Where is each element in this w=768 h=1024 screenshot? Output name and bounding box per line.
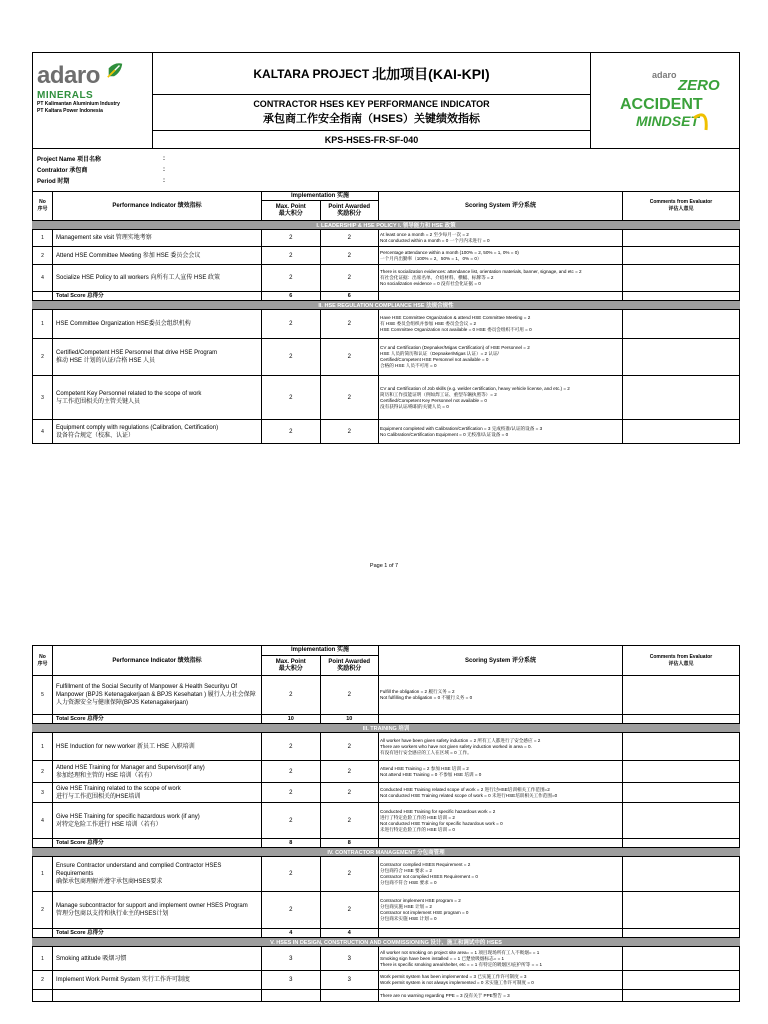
point-awarded-field[interactable]: [320, 990, 379, 1002]
cell-line: 设备符合规定（校准、认证）: [56, 432, 135, 439]
header-comments: [623, 646, 740, 676]
table-row: [33, 230, 740, 247]
performance-indicator: [53, 676, 262, 715]
point-awarded-field[interactable]: 3: [320, 971, 379, 990]
performance-indicator: [53, 247, 262, 265]
total-scoring: [379, 839, 623, 848]
header-awarded-cn: 奖励积分: [337, 210, 362, 217]
performance-indicator: [53, 420, 262, 444]
cell-line: Attend HSE Training = 2 参加 HSE 培训 = 2: [380, 765, 469, 771]
cell-line: 未进行特定危险工作的 HSE 培训 = 0: [380, 826, 455, 832]
cell-line: 与工作范围相关的主管关键人员: [56, 398, 141, 405]
title-block: [153, 53, 591, 148]
performance-indicator: [53, 761, 262, 783]
header-point-awarded: [320, 656, 379, 676]
project-title: [153, 53, 590, 95]
performance-indicator: [53, 783, 262, 803]
max-point: 2: [262, 857, 321, 892]
max-point: 2: [262, 376, 321, 420]
scoring-system: [379, 265, 623, 292]
header-no-en: No: [39, 199, 46, 205]
cell-line: Fulfill the obligation = 2 履行义务 = 2: [380, 689, 455, 694]
cell-line: Give HSE Training for specific hazardous work (if any): [56, 813, 200, 820]
cell-line: Certified/Competent HSE Personnel that drive HSE Program: [56, 350, 218, 356]
total-max: 4: [262, 929, 321, 938]
total-label: Total Score 总得分: [53, 292, 262, 301]
evaluator-comment-field[interactable]: [623, 376, 740, 420]
scoring-system: [379, 761, 623, 783]
cell-line: Contractor not implement HSE program = 0: [380, 910, 469, 915]
zero-accident-logo: [616, 68, 720, 134]
info-label: Contraktor 承包商: [37, 168, 88, 174]
table-row: [33, 947, 740, 971]
cell-line: HSE Committee Organization not available = 0 HSE 委员会组织不可用 = 0: [380, 327, 532, 332]
cell-line: There is socialization evidences: attendance list, orientation materials, banner, signage, and etc = 2: [380, 269, 582, 274]
header-max-cn: 最大积分: [278, 665, 303, 672]
total-awarded: 8: [320, 839, 379, 848]
cell-line: 进行与工作范围相关的HSE培训: [56, 793, 141, 800]
company-name-1: PT Kalimantan Aluminium Industry: [37, 101, 120, 107]
scoring-system: [379, 310, 623, 339]
kpi-table-page-2: [32, 645, 740, 1002]
performance-indicator: [53, 892, 262, 929]
point-awarded-field[interactable]: 2: [320, 339, 379, 376]
header-implementation: Implementation 实施: [262, 646, 379, 656]
header-no-cn: 序号: [37, 660, 48, 667]
evaluator-comment-field[interactable]: [623, 971, 740, 990]
cell-line: Certified/Competent Key Personnel not available = 0: [380, 397, 487, 403]
point-awarded-field[interactable]: 2: [320, 265, 379, 292]
evaluator-comment-field[interactable]: [623, 420, 740, 444]
point-awarded-field[interactable]: 2: [320, 803, 379, 839]
cell-line: Conducted HSE Training for specific hazardous work = 2: [380, 808, 496, 814]
cell-line: 有社会化证据：出席名单、介绍材料、横幅、标牌等 = 2: [380, 275, 494, 280]
max-point: 2: [262, 230, 321, 247]
total-comment: [623, 292, 740, 301]
scoring-system: [379, 376, 623, 420]
performance-indicator: [53, 947, 262, 971]
info-value-field[interactable]: :: [163, 177, 165, 184]
row-number: 1: [33, 947, 53, 971]
header-max-point: [262, 656, 321, 676]
document-page-2: [32, 645, 740, 1024]
header-max-cn: 最大积分: [278, 210, 303, 217]
document-page-1: [32, 52, 740, 474]
row-number: 4: [33, 265, 53, 292]
table-row: [33, 857, 740, 892]
total-scoring: [379, 715, 623, 724]
header-max-en: Max. Point: [275, 658, 306, 665]
cell-line: 合格的 HSE 人员不可用 = 0: [380, 363, 437, 368]
section-title: V. HSES IN DESIGN, CONSTRUCTION AND COMMISSIONING 设计、施工和调试中的 HSES: [33, 938, 740, 947]
cell-line: 分包商实施 HSE 计划 = 2: [380, 904, 432, 909]
cell-line: 有没有进行安全感应的工人在区域 = 0 工作。: [380, 749, 472, 755]
total-label: Total Score 总得分: [53, 715, 262, 724]
performance-indicator: [53, 265, 262, 292]
cell-line: Smoking attitude 吸烟习惯: [56, 955, 127, 962]
total-max: 10: [262, 715, 321, 724]
adaro-minerals-logo: [33, 53, 153, 148]
company-name-2: PT Kaltara Power Indonesia: [37, 108, 103, 114]
evaluator-comment-field[interactable]: [623, 339, 740, 376]
cell-line: Percentage attendance within a month (100% = 2, 50% = 1, 0% = 0): [380, 249, 519, 255]
row-number: 4: [33, 803, 53, 839]
cell-line: Ensure Contractor understand and complied Contractor HSES Requirements: [56, 863, 222, 877]
table-row: [33, 990, 740, 1002]
document-code: KPS-HSES-FR-SF-040: [324, 134, 419, 145]
max-point: 2: [262, 803, 321, 839]
logo-wordmark: adaro: [37, 62, 100, 89]
header-max-en: Max. Point: [275, 203, 306, 210]
cell-line: Contractor not complied HSES Requirement = 0: [380, 874, 478, 879]
max-point: 2: [262, 733, 321, 761]
point-awarded-field[interactable]: 2: [320, 676, 379, 715]
total-label: Total Score 总得分: [53, 929, 262, 938]
total-label: Total Score 总得分: [53, 839, 262, 848]
header-max-point: [262, 201, 321, 221]
max-point: 2: [262, 676, 321, 715]
table-row: [33, 971, 740, 990]
section-title: I. LEADERSHIP & HSE POLICY I. 领导能力和 HSE 政策: [33, 221, 740, 230]
scoring-system: [379, 947, 623, 971]
total-no: [33, 715, 53, 724]
total-comment: [623, 715, 740, 724]
cell-line: HSE Committee Organization HSE委员会组织机构: [56, 321, 191, 327]
cell-line: 没有获得认证/称职的关键人员 = 0: [380, 403, 449, 409]
subtitle-en: CONTRACTOR HSES KEY PERFORMANCE INDICATOR: [253, 99, 490, 109]
row-number: 1: [33, 310, 53, 339]
point-awarded-field[interactable]: 2: [320, 783, 379, 803]
total-awarded: 10: [320, 715, 379, 724]
scoring-system: [379, 990, 623, 1002]
cell-line: Certified/Competent HSE Personnel not available = 0: [380, 357, 489, 362]
badge-adaro-text: adaro: [652, 69, 677, 80]
cell-line: Not conducted HSE Training related scope of work = 0 未进行HSE培训相关工作范围=0: [380, 792, 558, 798]
performance-indicator: [53, 971, 262, 990]
point-awarded-field[interactable]: 2: [320, 420, 379, 444]
scoring-system: [379, 783, 623, 803]
project-title-en: KALTARA PROJECT: [253, 66, 370, 81]
cell-line: Equipment comply with regulations (Calibration, Certification): [56, 424, 219, 431]
row-number: 5: [33, 676, 53, 715]
evaluator-comment-field[interactable]: [623, 990, 740, 1002]
header-indicator: Performance Indicator 绩效指标: [53, 646, 262, 676]
header-comments: [623, 192, 740, 221]
cell-line: At least once a month = 2 至少每月一次 = 2: [380, 232, 469, 237]
point-awarded-field[interactable]: 2: [320, 310, 379, 339]
performance-indicator: [53, 230, 262, 247]
scoring-system: [379, 676, 623, 715]
table-row: [33, 376, 740, 420]
cell-line: Implement Work Permit System 实行工作许可制度: [56, 977, 190, 983]
point-awarded-field[interactable]: 2: [320, 892, 379, 929]
total-max: 6: [262, 292, 321, 301]
cell-line: Not conducted HSE Training for specific hazardous work = 0: [380, 820, 503, 826]
subtitle-cn: 承包商工作安全指南（HSES）关键绩效指标: [263, 113, 480, 125]
kpi-table-page-1: [32, 191, 740, 444]
cell-line: 进行了特定危险工作的 HSE 培训 = 2: [380, 814, 455, 820]
header-awarded-cn: 奖励积分: [337, 665, 362, 672]
info-row: [37, 175, 735, 186]
row-number: 2: [33, 761, 53, 783]
evaluator-comment-field[interactable]: [623, 230, 740, 247]
point-awarded-field[interactable]: 2: [320, 376, 379, 420]
performance-indicator: [53, 857, 262, 892]
scoring-system: [379, 247, 623, 265]
header-comments-en: Comments from Evaluator: [649, 199, 713, 205]
evaluator-comment-field[interactable]: [623, 947, 740, 971]
info-row: [37, 164, 735, 175]
header-comments-en: Comments from Evaluator: [649, 653, 713, 660]
table-row: [33, 265, 740, 292]
info-label: Period 时期: [37, 179, 70, 185]
total-score-row: [33, 292, 740, 301]
max-point: 2: [262, 339, 321, 376]
header-scoring: Scoring System 评分系统: [379, 646, 623, 676]
scoring-system: [379, 339, 623, 376]
zero-accident-mindset-badge: [591, 53, 739, 148]
table-header-row: [33, 192, 740, 201]
cell-line: There is specific smoking area/shelter, etc = = 1 有特定的吸烟区/庇护所等 = = 1: [380, 961, 543, 967]
cell-line: Give HSE Training related to the scope of work: [56, 785, 181, 792]
header-point-awarded: [320, 201, 379, 221]
max-point: 3: [262, 971, 321, 990]
header-indicator: Performance Indicator 绩效指标: [53, 192, 262, 221]
project-title-cn: 北加项目(KAI-KPI): [372, 65, 490, 82]
cell-line: Fulfillment of the Social Security of Manpower & Health Securityu Of Manpower (BPJS Ketenagakerjaan & BPJS Kesehatan ) 履行人力社会保障: [56, 684, 256, 698]
table-row: [33, 733, 740, 761]
cell-line: 分包商不符合 HSE 要求 = 0: [380, 880, 437, 885]
section-title: IV. CONTRACTOR MANAGEMENT 分包商管理: [33, 848, 740, 857]
cell-line: Work permit system is not always implemented = 0 未实施工作许可制度 = 0: [380, 980, 534, 985]
cell-line: 对特定危险工作进行 HSE 培训（若有）: [56, 821, 162, 828]
badge-accident-text: ACCIDENT: [620, 95, 703, 113]
total-max: 8: [262, 839, 321, 848]
max-point: 2: [262, 265, 321, 292]
evaluator-comment-field[interactable]: [623, 733, 740, 761]
leaf-icon: [106, 61, 124, 79]
cell-line: HSE 人员的简历和认证（Depnaker/Migas 认证）= 2 认证/: [380, 351, 499, 356]
evaluator-comment-field[interactable]: [623, 857, 740, 892]
max-point: 2: [262, 420, 321, 444]
cell-line: Manage subcontractor for support and implement owner HSES Program: [56, 903, 248, 909]
total-no: [33, 292, 53, 301]
project-info: [32, 149, 740, 191]
header-implementation: Implementation 实施: [262, 192, 379, 201]
point-awarded-field[interactable]: 2: [320, 857, 379, 892]
row-number: 1: [33, 230, 53, 247]
point-awarded-field[interactable]: 2: [320, 733, 379, 761]
total-no: [33, 839, 53, 848]
max-point: 2: [262, 761, 321, 783]
section-header-row: [33, 938, 740, 947]
cell-line: 管理分包商以支持和执行业主的HSES计划: [56, 911, 169, 917]
row-number: 1: [33, 733, 53, 761]
section-header-row: [33, 724, 740, 733]
cell-line: Equipment completed with Calibration/Certification = 3 完成校准/认证的设备 = 3: [380, 425, 543, 431]
cell-line: All worker not smoking on project site area= = 1 项目现场所有工人不吸烟= = 1: [380, 949, 540, 955]
table-row: [33, 803, 740, 839]
badge-mindset-text: MINDSET: [636, 112, 699, 129]
cell-line: 有 HSE 委员会组织并参加 HSE 委员会会议 = 2: [380, 321, 477, 326]
table-row: [33, 310, 740, 339]
point-awarded-field[interactable]: 3: [320, 947, 379, 971]
evaluator-comment-field[interactable]: [623, 892, 740, 929]
table-row: [33, 892, 740, 929]
max-point: 2: [262, 783, 321, 803]
total-awarded: 4: [320, 929, 379, 938]
cell-line: 简历和工作技能证明（例如焊工证、重型车辆执照等）= 2: [380, 391, 497, 397]
total-score-row: [33, 715, 740, 724]
table-row: [33, 420, 740, 444]
cell-line: Contractor complied HSES Requirement = 2: [380, 862, 471, 867]
cell-line: Smoking sign have been installed = = 1 已楚放吸烟标志= = 1: [380, 955, 505, 961]
cell-line: HSE Induction for new worker 新员工 HSE 入职培训: [56, 743, 195, 750]
form-header: [32, 53, 740, 149]
cell-line: There are workers who have not given safety induction worked in area = 0.: [380, 743, 532, 749]
max-point: 3: [262, 947, 321, 971]
point-awarded-field[interactable]: 2: [320, 230, 379, 247]
max-point: [262, 990, 321, 1002]
table-row: [33, 676, 740, 715]
total-score-row: [33, 839, 740, 848]
performance-indicator: [53, 990, 262, 1002]
cell-line: 分包商符合 HSE 要求 = 2: [380, 868, 432, 873]
cell-line: CV and Certification of Job skills (e.g. welder certification, heavy vehicle license, and etc.) = 2: [380, 385, 570, 391]
row-number: 3: [33, 376, 53, 420]
cell-line: Socialize HSE Policy to all workers 向所有工人宣传 HSE 政策: [56, 275, 221, 281]
section-header-row: [33, 301, 740, 310]
row-number: 2: [33, 339, 53, 376]
cell-line: 参加经理和主管的 HSE 培训（若有）: [56, 772, 156, 779]
form-subtitle: [153, 95, 590, 131]
cell-line: Work permit system has been implemented = 3 已实施工作许可制度 = 3: [380, 974, 527, 979]
scoring-system: [379, 971, 623, 990]
table-row: [33, 761, 740, 783]
header-scoring: Scoring System 评分系统: [379, 192, 623, 221]
section-title: III. TRAINING 培训: [33, 724, 740, 733]
total-score-row: [33, 929, 740, 938]
cell-line: Conducted HSE Training related scope of work = 2 进行过HSE培训相关工作范围=2: [380, 786, 550, 792]
header-no: [33, 646, 53, 676]
cell-line: Attend HSE Training for Manager and Supervisor(if any): [56, 764, 205, 771]
row-number: 2: [33, 971, 53, 990]
header-awarded-en: Point Awarded: [328, 658, 371, 665]
evaluator-comment-field[interactable]: [623, 803, 740, 839]
cell-line: 确保承包商理解并遵守承包商HSES要求: [56, 879, 163, 885]
max-point: 2: [262, 247, 321, 265]
performance-indicator: [53, 376, 262, 420]
section-header-row: [33, 848, 740, 857]
cell-line: Not conducted within a month = 0 一个月内未进行 = 0: [380, 238, 490, 243]
row-number: 2: [33, 892, 53, 929]
evaluator-comment-field[interactable]: [623, 761, 740, 783]
info-label: Project Name 项目名称: [37, 157, 102, 163]
cell-line: Not fulfilling the obligation = 0 不履行义务 = 0: [380, 695, 473, 700]
row-number: 2: [33, 247, 53, 265]
evaluator-comment-field[interactable]: [623, 310, 740, 339]
max-point: 2: [262, 892, 321, 929]
scoring-system: [379, 803, 623, 839]
performance-indicator: [53, 803, 262, 839]
total-no: [33, 929, 53, 938]
cell-line: No socialization evidence = 0 没有社会化证据 = 0: [380, 281, 481, 286]
table-row: [33, 339, 740, 376]
cell-line: Have HSE Committee Organization & attend HSE Committee Meeting = 2: [380, 315, 531, 320]
evaluator-comment-field[interactable]: [623, 676, 740, 715]
cell-line: Management site visit 管理实地考察: [56, 235, 152, 241]
row-number: 1: [33, 857, 53, 892]
header-comments-cn: 评估人意见: [668, 660, 694, 667]
section-header-row: [33, 221, 740, 230]
performance-indicator: [53, 310, 262, 339]
row-number: [33, 990, 53, 1002]
cell-line: CV and Certification (Depnaker/Migas Certification) of HSE Personnel = 2: [380, 345, 530, 350]
max-point: 2: [262, 310, 321, 339]
cell-line: There are no warning regarding PPE = 3 没有关于 PPE警告 = 3: [380, 992, 510, 998]
cell-line: 分包商未实施 HSE 计划 = 0: [380, 916, 437, 921]
evaluator-comment-field[interactable]: [623, 247, 740, 265]
table-header-row: [33, 646, 740, 656]
cell-line: Contractor implement HSE program = 2: [380, 898, 461, 903]
cell-line: No Calibration/Certification Equipment = 0 无校准/认证设备 = 0: [380, 431, 509, 437]
header-awarded-en: Point Awarded: [328, 203, 371, 210]
total-comment: [623, 839, 740, 848]
total-comment: [623, 929, 740, 938]
header-no: [33, 192, 53, 221]
scoring-system: [379, 857, 623, 892]
scoring-system: [379, 892, 623, 929]
info-row: [37, 153, 735, 164]
cell-line: 人力资源安全与健康保障(BPJS Ketenagakerjaan): [56, 700, 189, 706]
performance-indicator: [53, 733, 262, 761]
point-awarded-field[interactable]: 2: [320, 761, 379, 783]
total-scoring: [379, 292, 623, 301]
point-awarded-field[interactable]: 2: [320, 247, 379, 265]
cell-line: Attend HSE Committee Meeting 参加 HSE 委员会会议: [56, 252, 201, 259]
scoring-system: [379, 733, 623, 761]
total-awarded: 6: [320, 292, 379, 301]
cell-line: All worker have been given safety induction = 2 所有工人都进行了安全感应 = 2: [380, 737, 541, 743]
info-value-field[interactable]: :: [163, 166, 165, 173]
performance-indicator: [53, 339, 262, 376]
cell-line: 推动 HSE 计划的认证/合格 HSE 人员: [56, 358, 156, 364]
scoring-system: [379, 230, 623, 247]
header-comments-cn: 评估人意见: [668, 206, 694, 212]
total-scoring: [379, 929, 623, 938]
header-no-cn: 序号: [37, 206, 48, 212]
evaluator-comment-field[interactable]: [623, 783, 740, 803]
page-number: Page 1 of 7: [369, 563, 399, 569]
table-row: [33, 247, 740, 265]
cell-line: Competent Key Personnel related to the scope of work: [56, 390, 202, 397]
row-number: 3: [33, 783, 53, 803]
header-no-en: No: [39, 653, 46, 660]
row-number: 4: [33, 420, 53, 444]
logo-minerals-text: MINERALS: [37, 90, 94, 101]
evaluator-comment-field[interactable]: [623, 265, 740, 292]
badge-zero-text: ZERO: [678, 76, 720, 94]
cell-line: 一个月内出勤率（100% = 2，50% = 1，0% = 0）: [380, 255, 482, 261]
table-row: [33, 783, 740, 803]
cell-line: Not attend HSE Training = 0 不参加 HSE 培训 = 0: [380, 771, 482, 777]
info-value-field[interactable]: :: [163, 155, 165, 162]
scoring-system: [379, 420, 623, 444]
section-title: II. HSE REGULATION COMPLIANCE HSE 法规合规性: [33, 301, 740, 310]
